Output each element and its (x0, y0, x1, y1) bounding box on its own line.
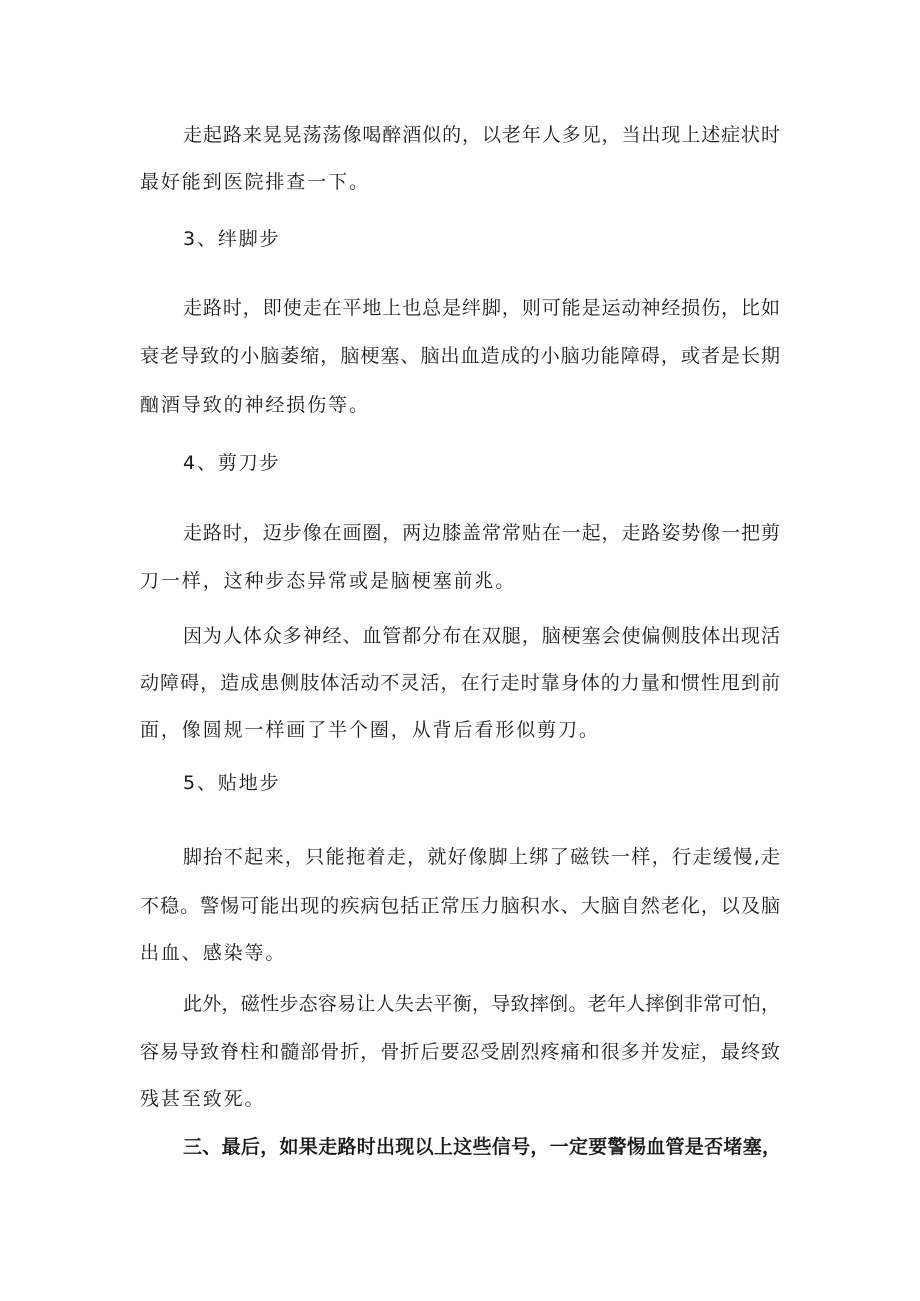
paragraph-line: 容易导致脊柱和髓部骨折，骨折后要忍受剧烈疼痛和很多并发症，最终致 (140, 1041, 780, 1063)
paragraph-line: 最好能到医院排查一下。 (140, 171, 370, 193)
paragraph-line: 因为人体众多神经、血管都分布在双腿，脑梗塞会使偏侧肢体出现活 (183, 625, 780, 647)
paragraph-line: 此外，磁性步态容易让人失去平衡，导致摔倒。老年人摔倒非常可怕， (183, 993, 780, 1015)
section-heading: 3、绊脚步 (183, 228, 281, 250)
bold-conclusion-line: 三、最后，如果走路时出现以上这些信号，一定要警惕血管是否堵塞， (183, 1136, 782, 1158)
paragraph-line: 动障碍，造成患侧肢体活动不灵活，在行走时靠身体的力量和惯性甩到前 (140, 672, 780, 694)
paragraph-line: 走路时，即使走在平地上也总是绊脚，则可能是运动神经损伤，比如 (183, 297, 780, 319)
paragraph-line: 残甚至致死。 (140, 1088, 266, 1110)
section-heading: 4、剪刀步 (183, 452, 281, 474)
paragraph-line: 出血、感染等。 (140, 942, 287, 964)
paragraph-line: 衰老导致的小脑萎缩，脑梗塞、脑出血造成的小脑功能障碍，或者是长期 (140, 345, 780, 367)
paragraph-line: 走起路来晃晃荡荡像喝醉酒似的，以老年人多见，当出现上述症状时 (183, 124, 780, 146)
paragraph-line: 酗酒导致的神经损伤等。 (140, 394, 370, 416)
paragraph-line: 不稳。警惕可能出现的疾病包括正常压力脑积水、大脑自然老化，以及脑 (140, 895, 780, 917)
paragraph-line: 脚抬不起来，只能拖着走，就好像脚上绑了磁铁一样，行走缓慢,走 (183, 846, 780, 868)
paragraph-line: 走路时，迈步像在画圈，两边膝盖常常贴在一起，走路姿势像一把剪 (183, 522, 780, 544)
section-heading: 5、贴地步 (183, 772, 281, 794)
paragraph-line: 面，像圆规一样画了半个圈，从背后看形似剪刀。 (140, 719, 600, 741)
paragraph-line: 刀一样，这种步态异常或是脑梗塞前兆。 (140, 570, 517, 592)
